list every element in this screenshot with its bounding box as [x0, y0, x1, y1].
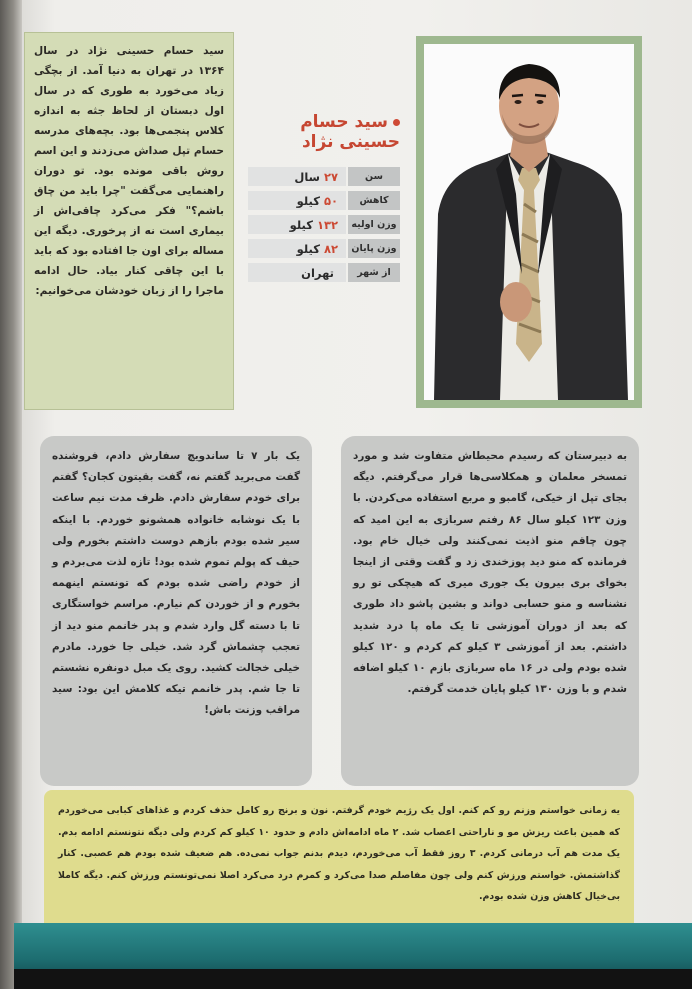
- stat-row: [248, 167, 400, 186]
- conclusion-text: یه زمانی خواستم وزنم رو کم کنم. اول یک رژیم خودم گرفتم. نون و برنج رو کامل حذف کردم و غذاهای کبابی می‌خوردم که همین باعث ریزش مو و ناراحتی اعصاب شد. ۲ ماه ادامه‌اش دادم و حدود ۱۰ کیلو کم کردم ولی دیگه نتونستم ادامه بدم. یک مدت هم آب درمانی کردم. ۳ روز فقط آب می‌خوردم، دیدم بدنم جواب نمی‌ده. هم ضعیف شده بودم هم عصبی. کنار گذاشتمش. خواستم ورزش کنم ولی چون مفاصلم صدا می‌کرد و کمرم درد می‌کرد اصلا نمی‌تونستم ورزش کنم. دیگه کاملا بی‌خیال کاهش وزن شده بودم.: [58, 805, 620, 902]
- stat-row: [248, 263, 400, 282]
- stat-value: ۲۷ سال: [248, 167, 346, 186]
- name-line-2: حسینی نژاد: [301, 132, 400, 152]
- intro-text: سید حسام حسینی نژاد در سال ۱۳۶۴ در تهران به دنیا آمد. از بچگی زیاد می‌خورد به طوری که در سال اول دبستان از لحاظ جثه به اندازه کلاس پنجمی‌ها بود. بچه‌های مدرسه حسام تپل صداش می‌زدند و این اسم روش باقی مونده بود. تو دوران راهنمایی می‌گفت "چرا باید من چاق باشم؟" فکر می‌کرد چاقی‌اش از بیماری است نه از پرخوری. دیگه این مساله برای اون جا افتاده بود که باید با این چاقی کنار بیاد. حال ادامه ماجرا را از زبان خودشان می‌خوانیم:: [34, 45, 224, 297]
- stat-label: وزن اولیه: [348, 215, 400, 234]
- stat-row: [248, 239, 400, 258]
- stat-label: کاهش: [348, 191, 400, 210]
- bullet-dot-icon: [393, 119, 400, 126]
- story-right-text: به دبیرستان که رسیدم محیطاش متفاوت شد و مورد تمسخر معلمان و همکلاسی‌ها قرار می‌گرفتم. دیگه بجای تپل از خیکی، گامبو و مربع استفاده می‌کردن. با وزن ۱۲۳ کیلو سال ۸۶ رفتم سربازی به این امید که چون چاقم منو اذیت نمی‌کنند ولی خیال خام بود. فرمانده که منو دید پوزخندی زد و گفت وقتی از اینجا بخوای بری بیرون یک جوری میری که هیچکی تو رو نشناسه و منو حسابی دواند و بشین پاشو داد طوری که بعد از دوران آموزشی تا یک ماه پا درد شدید داشتم. بعد از آموزشی ۳ کیلو کم کردم و ۱۲۰ کیلو شده بودم ولی در ۱۶ ماه سربازی بازم ۱۰ کیلو اضافه شدم و با وزن ۱۳۰ کیلو پایان خدمت گرفتم.: [353, 450, 627, 696]
- portrait-frame: [416, 36, 642, 408]
- footer-shadow: [14, 969, 692, 989]
- book-spine: [0, 0, 22, 989]
- stat-row: [248, 215, 400, 234]
- stat-label: از شهر: [348, 263, 400, 282]
- stat-label: وزن پایان: [348, 239, 400, 258]
- stat-value: ۸۲ کیلو: [248, 239, 346, 258]
- stat-label: سن: [348, 167, 400, 186]
- stat-row: [248, 191, 400, 210]
- intro-text-box: [24, 32, 234, 410]
- name-line-1: سید حسام: [300, 112, 388, 132]
- conclusion-box: [44, 790, 634, 938]
- stat-value: تهران: [248, 263, 346, 282]
- portrait-photo: [424, 44, 634, 400]
- portrait-illustration: [424, 44, 634, 400]
- profile-name: [268, 112, 400, 152]
- story-box-right: [341, 436, 639, 786]
- story-left-text: یک بار ۷ تا ساندویچ سفارش دادم، فروشنده گفت می‌برید گفتم نه، گفت بقیتون کجان؟ گفتم برای خودم سفارش دادم. ظرف مدت نیم ساعت با یک نوشابه خانواده همشونو خوردم. با اینکه سیر شده بودم بازهم دوست داشتم بخورم ولی حیف که پولم تموم شده بود! تازه لذت می‌بردم و از خودم راضی شده بودم که تونستم اینهمه بخورم و از خوردن کم نیارم. مراسم خواستگاری تا با دسته گل وارد شدم و پدر خانمم منو دید از تعجب چشماش گرد شد. خیلی جا خورد. مادرم خیلی خجالت کشید. روی یک مبل دونفره نشستم تا جا شم. پدر خانمم تیکه کلامش این بود: سید مراقب وزنت باش!: [52, 450, 301, 717]
- story-box-left: [40, 436, 312, 786]
- stat-value: ۵۰ کیلو: [248, 191, 346, 210]
- profile-stats: [248, 167, 400, 287]
- stat-value: ۱۳۲ کیلو: [248, 215, 346, 234]
